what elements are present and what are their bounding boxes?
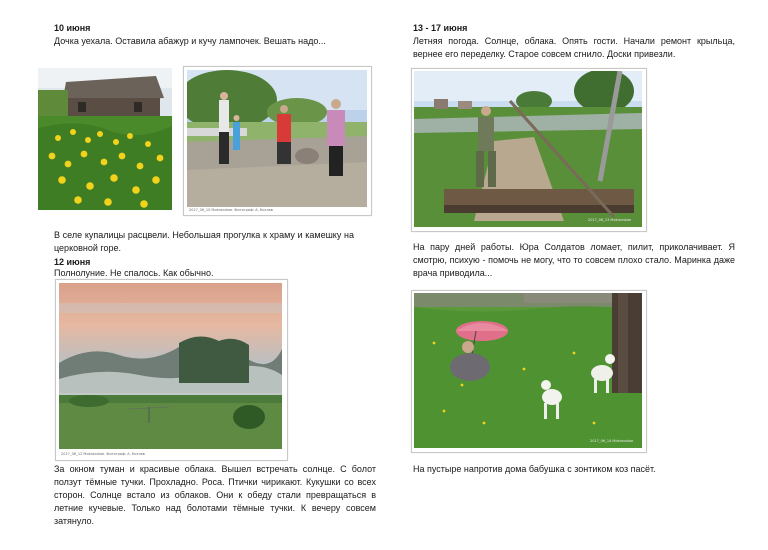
photo-caption-walk: 2017_06_10 Mokrovskoe. Фотограф: А. Козлов: [189, 208, 273, 212]
photo-fog-sunrise: [59, 283, 282, 449]
photo-walk-to-church: [187, 70, 367, 207]
entry-text-fog: За окном туман и красивые облака. Вышел встречать солнце. С болот ползут тёмные тучки. Прохладно. Роса. Птички чирикают. Кукушки со всех сторон. Солнце встало из облаков. Они к обеду стали превращаться в летние кучевые. Только над болотами тёмные тучки. К вечеру совсем затянуло.: [54, 464, 376, 526]
entry-text-dandelions: В селе купалицы расцвели. Небольшая прогулка к храму и камешку на церковной горе.: [54, 230, 354, 253]
entry-date-june-12: 12 июня: [54, 257, 91, 267]
photo-caption-porch: 2017_06_13 Mokrovskoe: [588, 218, 632, 222]
entry-text-june-13-17: Летняя погода. Солнце, облака. Опять гости. Начали ремонт крыльца, вернее его переделку. Старое совсем сгнило. Доски привезли.: [413, 36, 735, 59]
photo-caption-goats: 2017_06_14 Mokrovskoe: [590, 439, 634, 443]
photo-house-dandelions: [38, 68, 172, 210]
entry-text-goats: На пустыре напротив дома бабушка с зонтиком коз пасёт.: [413, 464, 656, 474]
entry-text-june-12: Полнолуние. Не спалось. Как обычно.: [54, 268, 214, 278]
entry-date-june-13-17: 13 - 17 июня: [413, 23, 468, 33]
photo-caption-fog: 2017_06_12 Mokrovskoe. Фотограф: А. Козлов: [61, 452, 145, 456]
photo-goats-umbrella: [414, 293, 642, 448]
entry-text-work: На пару дней работы. Юра Солдатов ломает, пилит, приколачивает. Я смотрю, психую - помочь не могу, что то совсем плохо стало. Маринка даже врача приводила...: [413, 242, 735, 278]
entry-text-june-10: Дочка уехала. Оставила абажур и кучу лампочек. Вешать надо...: [54, 36, 326, 46]
photo-porch-repair: [414, 71, 642, 227]
entry-date-june-10: 10 июня: [54, 23, 91, 33]
